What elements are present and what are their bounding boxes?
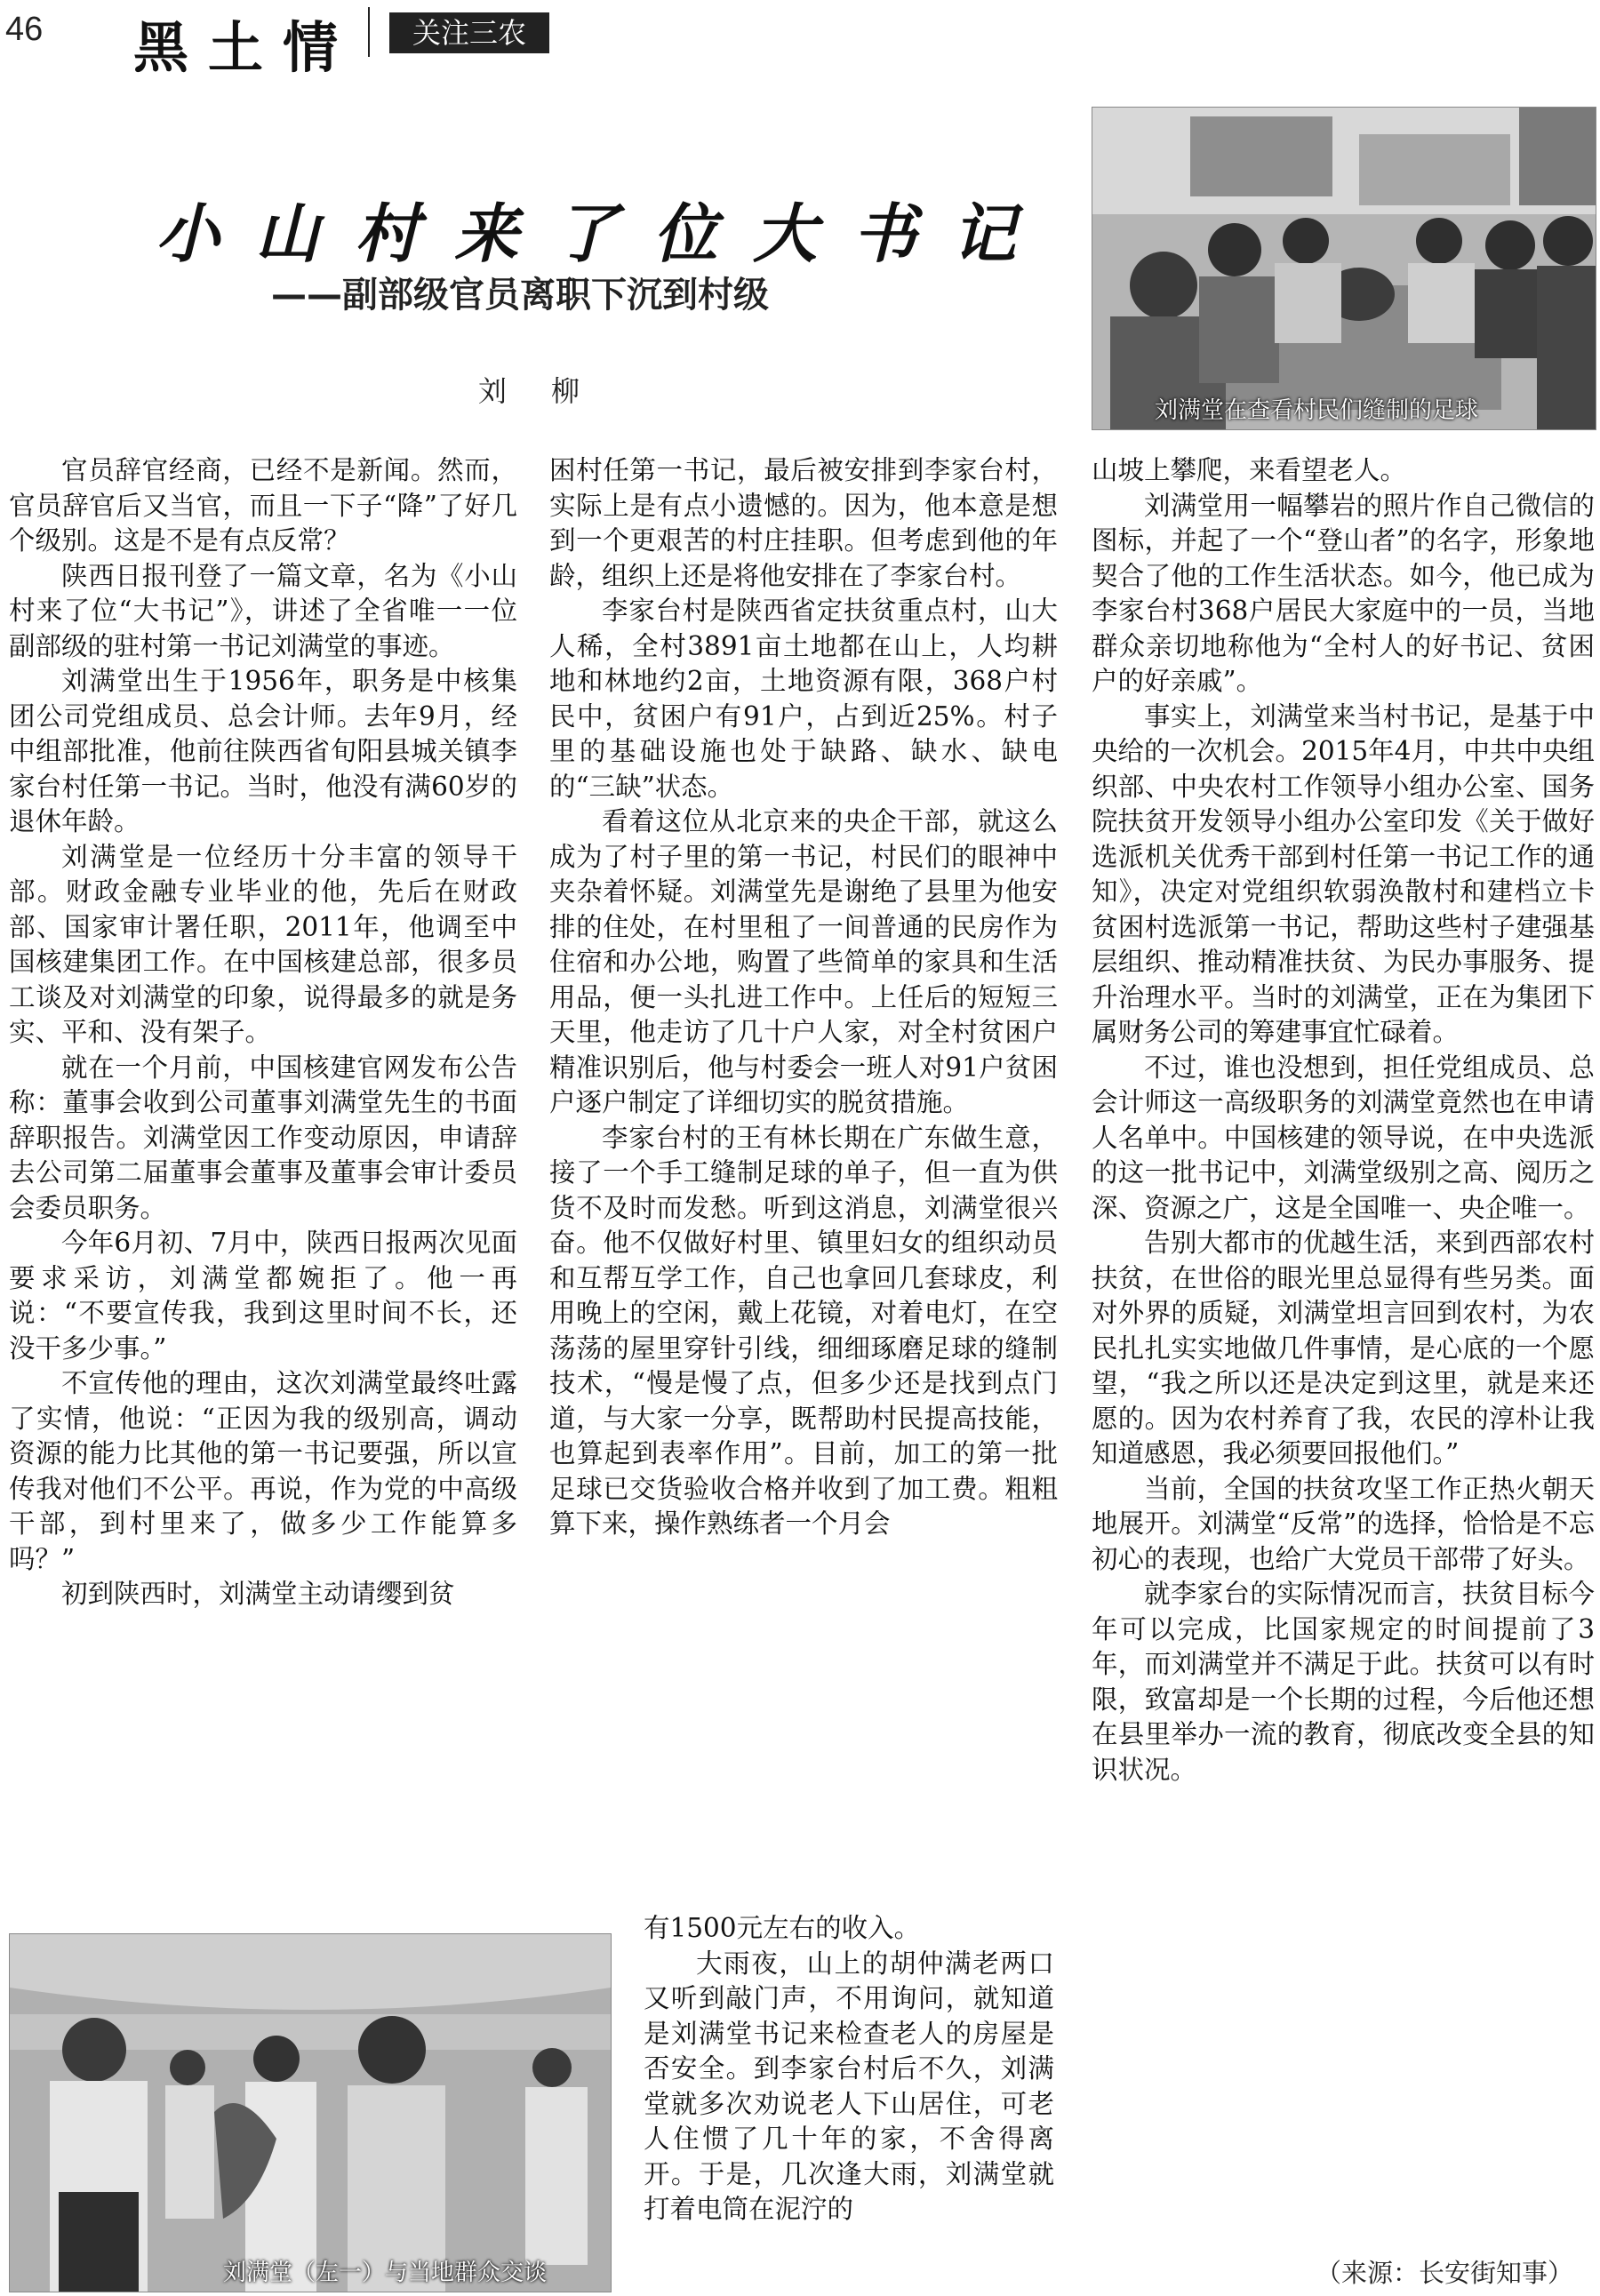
- paragraph: 当前，全国的扶贫攻坚工作正热火朝天地展开。刘满堂“反常”的选择，恰恰是不忘初心的表现，也给广大党员干部带了好头。: [1092, 1473, 1595, 1574]
- paragraph: 刘满堂用一幅攀岩的照片作自己微信的图标，并起了一个“登山者”的名字，形象地契合了他的工作生活状态。如今，他已成为李家台村368户居民大家庭中的一员，当地群众亲切地称他为“全村人的好书记、贫困户的好亲戚”。: [1092, 490, 1595, 696]
- article-column-2-lower: [644, 1911, 1054, 2284]
- article-column-1: [9, 453, 517, 1911]
- paragraph: 事实上，刘满堂来当村书记，是基于中央给的一次机会。2015年4月，中共中央组织部、中央农村工作领导小组办公室、国务院扶贫开发领导小组办公室印发《关于做好选派机关优秀干部到村任第一书记工作的通知》，决定对党组织软弱涣散村和建档立卡贫困村选派第一书记，帮助这些村子建强基层组织、推动精准扶贫、为民办事服务、提升治理水平。当时的刘满堂，正在为集团下属财务公司的筹建事宜忙碌着。: [1092, 700, 1595, 1047]
- photo-bottom-illustration: [10, 1934, 611, 2292]
- article-headline: 小山村来了位大书记: [156, 196, 1052, 271]
- photo-bottom-caption: 刘满堂（左一）与当地群众交谈: [223, 2260, 548, 2286]
- magazine-title: 黑土情: [133, 15, 358, 80]
- article-byline: 刘柳: [478, 374, 625, 408]
- paragraph: 告别大都市的优越生活，来到西部农村扶贫，在世俗的眼光里总显得有些另类。面对外界的质疑，刘满堂坦言回到农村，为农民扎扎实实地做几件事情，是心底的一个愿望，“我之所以还是决定到这里，就是来还愿的。因为农村养育了我，农民的淳朴让我知道感恩，我必须要回报他们。”: [1092, 1228, 1595, 1468]
- photo-top-caption: 刘满堂在查看村民们缝制的足球: [1155, 397, 1479, 424]
- section-tag: 关注三农: [389, 12, 549, 53]
- article-column-3: [1092, 453, 1595, 2258]
- paragraph: 就李家台的实际情况而言，扶贫目标今年可以完成，比国家规定的时间提前了3年，而刘满堂并不满足于此。扶贫可以有时限，致富却是一个长期的过程，今后他还想在县里举办一流的教育，彻底改变全县的知识状况。: [1092, 1579, 1595, 1785]
- paragraph: 不宣传他的理由，这次刘满堂最终吐露了实情，他说：“正因为我的级别高，调动资源的能力比其他的第一书记要强，所以宣传我对他们不公平。再说，作为党的中高级干部，到村里来了，做多少工作能算多吗？”: [9, 1368, 517, 1574]
- paragraph: 山坡上攀爬，来看望老人。: [1092, 455, 1407, 485]
- paragraph: 大雨夜，山上的胡仲满老两口又听到敲门声，不用询问，就知道是刘满堂书记来检查老人的房屋是否安全。到李家台村后不久，刘满堂就多次劝说老人下山居住，可老人住惯了几十年的家，不舍得离开。于是，几次逢大雨，刘满堂就打着电筒在泥泞的: [644, 1948, 1054, 2224]
- paragraph: 陕西日报刊登了一篇文章，名为《小山村来了位“大书记”》，讲述了全省唯一一位副部级的驻村第一书记刘满堂的事迹。: [9, 560, 517, 661]
- paragraph: 就在一个月前，中国核建官网发布公告称：董事会收到公司董事刘满堂先生的书面辞职报告。刘满堂因工作变动原因，申请辞去公司第二届董事会董事及董事会审计委员会委员职务。: [9, 1052, 517, 1223]
- header-divider: [368, 7, 370, 57]
- paragraph: 刘满堂出生于1956年，职务是中核集团公司党组成员、总会计师。去年9月，经中组部批准，他前往陕西省旬阳县城关镇李家台村任第一书记。当时，他没有满60岁的退休年龄。: [9, 666, 517, 836]
- page-number: 46: [5, 11, 44, 48]
- paragraph: 李家台村是陕西省定扶贫重点村，山大人稀，全村3891亩土地都在山上，人均耕地和林地约2亩，土地资源有限，368户村民中，贫困户有91户，占到近25%。村子里的基础设施也处于缺路、缺水、缺电的“三缺”状态。: [549, 596, 1058, 802]
- paragraph: 有1500元左右的收入。: [644, 1913, 921, 1943]
- article-source: （来源：长安街知事）: [1316, 2258, 1574, 2288]
- paragraph: 官员辞官经商，已经不是新闻。然而，官员辞官后又当官，而且一下子“降”了好几个级别。这是不是有点反常？: [9, 455, 517, 556]
- paragraph: 困村任第一书记，最后被安排到李家台村，实际上是有点小遗憾的。因为，他本意是想到一个更艰苦的村庄挂职。但考虑到他的年龄，组织上还是将他安排在了李家台村。: [549, 455, 1058, 591]
- paragraph: 刘满堂是一位经历十分丰富的领导干部。财政金融专业毕业的他，先后在财政部、国家审计署任职，2011年，他调至中国核建集团工作。在中国核建总部，很多员工谈及对刘满堂的印象，说得最多的就是务实、平和、没有架子。: [9, 841, 517, 1047]
- paragraph: 初到陕西时，刘满堂主动请缨到贫: [61, 1579, 455, 1609]
- paragraph: 不过，谁也没想到，担任党组成员、总会计师这一高级职务的刘满堂竟然也在申请人名单中。中国核建的领导说，在中央选派的这一批书记中，刘满堂级别之高、阅历之深、资源之广，这是全国唯一、央企唯一。: [1092, 1052, 1595, 1223]
- photo-liu-talking-with-villagers: [9, 1933, 612, 2292]
- photo-top-illustration: [1092, 108, 1596, 429]
- photo-liu-inspecting-footballs: [1092, 107, 1596, 430]
- article-subheadline: ——副部级官员离职下沉到村级: [271, 275, 769, 316]
- article-column-2: [549, 453, 1058, 1911]
- paragraph: 今年6月初、7月中，陕西日报两次见面要求采访，刘满堂都婉拒了。他一再说：“不要宣传我，我到这里时间不长，还没干多少事。”: [9, 1228, 517, 1364]
- paragraph: 看着这位从北京来的央企干部，就这么成为了村子里的第一书记，村民们的眼神中夹杂着怀疑。刘满堂先是谢绝了县里为他安排的住处，在村里租了一间普通的民房作为住宿和办公地，购置了些简单的家具和生活用品，便一头扎进工作中。上任后的短短三天里，他走访了几十户人家，对全村贫困户精准识别后，他与村委会一班人对91户贫困户逐户制定了详细切实的脱贫措施。: [549, 806, 1058, 1117]
- paragraph: 李家台村的王有林长期在广东做生意，接了一个手工缝制足球的单子，但一直为供货不及时而发愁。听到这消息，刘满堂很兴奋。他不仅做好村里、镇里妇女的组织动员和互帮互学工作，自己也拿回几套球皮，利用晚上的空闲，戴上花镜，对着电灯，在空荡荡的屋里穿针引线，细细琢磨足球的缝制技术，“慢是慢了点，但多少还是找到点门道，与大家一分享，既帮助村民提高技能，也算起到表率作用”。目前，加工的第一批足球已交货验收合格并收到了加工费。粗粗算下来，操作熟练者一个月会: [549, 1122, 1058, 1539]
